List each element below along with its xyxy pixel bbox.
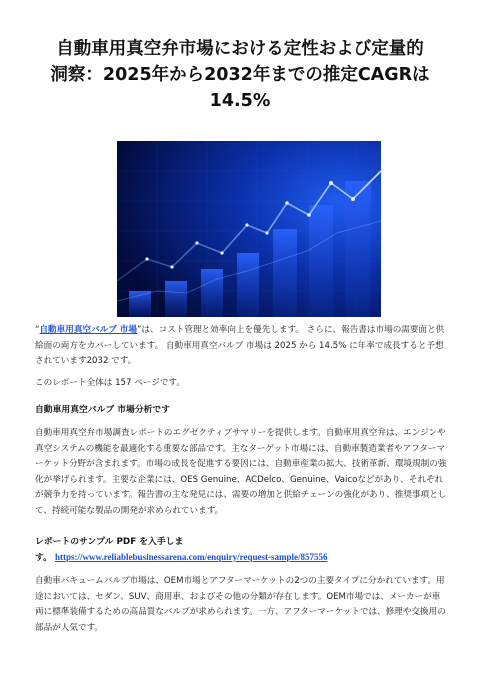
title-line-1: 自動車用真空弁市場における定性および定量的 [56, 39, 424, 59]
sample-request [35, 535, 447, 566]
types-paragraph: 自動車バキュームバルブ市場は、OEM市場とアフターマーケットの2つの主要タイプに分かれています。用途においては、セダン、SUV、商用車、およびその他の分類が存在します。OEM市場では、メーカーが車両に標準装備するための高品質なバルブが求められます。一方、アフターマーケットでは、修理や交換用の部品が人気です。 [35, 576, 446, 633]
market-link[interactable]: 自動車用真空バルブ 市場 [39, 325, 137, 335]
title-line-2: 洞察：2025年から2032年までの推定CAGRは [50, 65, 430, 85]
title-line-3: 14.5% [209, 91, 271, 111]
page-count-text: このレポート全体は 157 ページです。 [35, 378, 185, 388]
intro-text: ”は、コスト管理と効率向上を優先します。 さらに、報告書は市場の需要面と供給面の両方をカバーしています。 自動車用真空バルブ 市場は 2025 から 14.5% に年率で成長すると予想されています2032 です。 [35, 325, 445, 366]
hero-image-growth-chart [117, 141, 381, 317]
sample-label-line-1: レポートのサンプル PDF を入手しま [35, 537, 184, 547]
intro-paragraph [35, 323, 447, 370]
quote-mark: “ [35, 325, 40, 335]
sample-pdf-link[interactable]: https://www.reliablebusinessarena.com/enquiry/request-sample/857556 [54, 552, 328, 562]
analysis-paragraph: 自動車用真空弁市場調査レポートのエグゼクティブサマリーを提供します。自動車用真空弁は、エンジンや真空システムの機能を最適化する重要な部品です。主なターゲット市場には、自動車製造業者やアフターマーケット分野が含まれます。市場の成長を促進する要因には、自動車産業の拡大、技術革新、環境規制の強化が挙げられます。主要な企業には、OES Genuine、ACDelco、Genuine、Vaicoなどがあり、それぞれが競争力を持っています。報告書の主な発見には、需要の増加と供給チェーンの強化があり、推奨事項として、持続可能な製品の開発が求められています。 [35, 428, 447, 516]
analysis-heading: 自動車用真空バルブ 市場分析です [35, 405, 171, 415]
sample-label-line-2: す。 [35, 553, 52, 563]
page-title [20, 36, 460, 114]
